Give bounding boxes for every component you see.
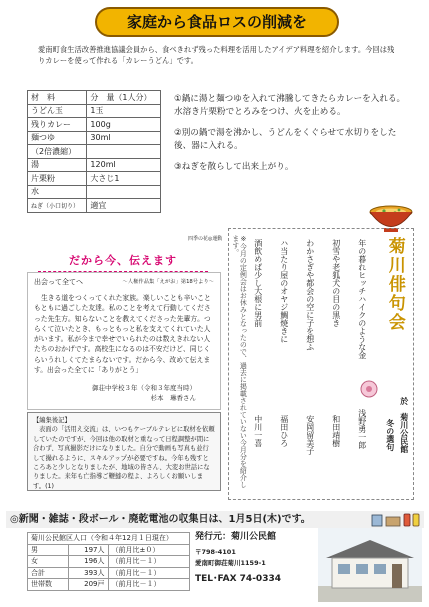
population-heading: 菊川公民館区人口（令和４年12月１日現在） xyxy=(28,533,190,545)
population-value: 196人 xyxy=(68,556,108,568)
story-signature xyxy=(34,383,214,403)
haiku-author: 福田ひろ xyxy=(279,415,289,447)
story-box xyxy=(27,272,221,410)
recipe-ingredient: 残りカレー xyxy=(28,118,87,132)
community-center-photo xyxy=(318,528,422,602)
season-label: 四季の花◎運動 xyxy=(188,236,223,242)
recipe-amount xyxy=(87,185,161,199)
haiku-poem: ハ当たり屋のオヤジ鯛焼きに xyxy=(279,239,289,343)
recipe-amount: 30ml xyxy=(87,131,161,145)
recipe-step: ②別の鍋で湯を沸かし、うどんをくぐらせて水切りをした後、器に入れる。 xyxy=(174,128,397,151)
slogan-heading: だから今、伝えます xyxy=(38,252,208,272)
publisher-zip: 〒798-4101 xyxy=(195,547,236,556)
haiku-author: 中川一喜 xyxy=(253,415,263,447)
haiku-theme: 冬の選句 xyxy=(385,419,395,451)
publisher-phone: TEL･FAX 74-0334 xyxy=(195,573,281,584)
haiku-author: 安岡留美子 xyxy=(305,415,315,455)
population-change: （前月比－１） xyxy=(108,556,189,568)
recipe-header-amount: 分 量（1人分） xyxy=(87,91,161,105)
story-header xyxy=(34,277,214,287)
page-title: 家庭から食品ロスの削減を xyxy=(95,7,339,37)
postscript-heading: 【編集後記】 xyxy=(33,417,71,424)
intro-text: 愛南町食生活改善推進協議会員から、食べきれず残った料理を活用したアイデア料理を紹介します。今回は残りカレーを使って作れる「カレーうどん」です。 xyxy=(38,45,395,65)
haiku-poem: 酒飲めば少し大根に男前 xyxy=(253,239,263,327)
recipe-header-material: 材 料 xyxy=(28,91,87,105)
story-subheading: ～人権作品集「えがお」第18号より～ xyxy=(122,279,214,285)
recipe-step: ①鍋に湯と麺つゆを入れて沸騰してきたらカレーを入れる。水溶き片栗粉でとろみをつけ、火を止める。 xyxy=(174,94,406,117)
population-value: 209戸 xyxy=(68,579,108,591)
recipe-amount: 大さじ1 xyxy=(87,172,161,186)
haiku-title: 菊川俳句会 xyxy=(384,237,405,332)
recipe-ingredient: ねぎ（小口切り） xyxy=(28,199,87,213)
recipe-amount: 120ml xyxy=(87,158,161,172)
recipe-ingredient: （2倍濃縮） xyxy=(28,145,87,159)
recipe-amount: 100g xyxy=(87,118,161,132)
recipe-table xyxy=(27,90,161,213)
recipe-amount xyxy=(87,145,161,159)
recipe-amount: 1玉 xyxy=(87,104,161,118)
story-body: 生きる道をつくってくれた家族。楽しいことも辛いこともともに過ごした友達。私のことを考えて行動してくださった先生方。知らないことを教えてくださった先輩方。つらくて泣いたとき、もっともっと私を支えてくれていた人がいます。私が今まで幸せでいられたのは数えきれない人たちのおかげです。高校生になるのは不安だけど、同じくらいうれしくてたまらないです。だから今、改めて伝えます。出会った全てに「ありがとう」 xyxy=(34,294,211,375)
publisher-label: 発行元：菊川公民館 xyxy=(195,532,277,542)
postscript-body: 表面の「活用え交流」は、いつもケーブルテレビに取材を依頼していたのですが、今回は他の取材と重なって日程調整が間に合わず、写真撮影だけになりました。自分で動画も写真も並行して撮れるように、スキルアップが必要ですね。今年も残すところあと少しとなりましたが、地域の皆さん、大変お世話になりました。来年も亡指導ご鞭撻の程よ、よろしくお願いします。(1) xyxy=(33,426,215,490)
recipe-step: ③ねぎを散らして出来上がり。 xyxy=(174,162,294,172)
chrysanthemum-icon xyxy=(357,377,381,401)
population-value: 197人 xyxy=(68,544,108,556)
population-label: 合計 xyxy=(28,567,69,579)
population-table xyxy=(27,532,190,591)
haiku-author: 浅野勇一郎 xyxy=(357,409,367,449)
population-change: （前月比－１） xyxy=(108,567,189,579)
haiku-note: ※今月の定例会はお休みとなったので、過去に掲載されていない今月分を紹介します。 xyxy=(231,235,248,488)
publisher-address: 愛南町御荘菊川1159-1 xyxy=(195,559,266,567)
recipe-ingredient: 水 xyxy=(28,185,87,199)
editor-postscript xyxy=(27,412,221,491)
recipe-ingredient: 麺つゆ xyxy=(28,131,87,145)
haiku-section xyxy=(228,228,414,500)
story-heading: 出会って全てへ xyxy=(34,278,83,286)
story-author: 杉本 琳香さん xyxy=(150,394,196,403)
haiku-poem: わかさぎや都会の空に子を想ふ xyxy=(305,239,315,351)
population-change: （前月比－１） xyxy=(108,579,189,591)
collection-notice: ◎新聞・雑誌・段ボール・廃乾電池の収集日は、1月5日(木)です。 xyxy=(6,511,424,528)
population-label: 世帯数 xyxy=(28,579,69,591)
publisher-info xyxy=(195,532,315,585)
recipe-ingredient: 片栗粉 xyxy=(28,172,87,186)
recipe-steps xyxy=(174,93,410,182)
recipe-amount: 適宜 xyxy=(87,199,161,213)
haiku-poem: 初雪や老狐犬の目の黒き xyxy=(331,239,341,327)
population-label: 女 xyxy=(28,556,69,568)
recycling-icon xyxy=(370,512,424,528)
population-value: 393人 xyxy=(68,567,108,579)
story-school: 御荘中学校３年（令和３年度当時） xyxy=(92,384,196,393)
haiku-author: 和田靖樹 xyxy=(331,415,341,447)
haiku-place: 於 菊川公民館 xyxy=(399,397,409,453)
population-label: 男 xyxy=(28,544,69,556)
recipe-ingredient: 湯 xyxy=(28,158,87,172)
population-change: （前月比±０） xyxy=(108,544,189,556)
haiku-poem: 年の暮れヒッチハイクのような金 xyxy=(357,239,367,359)
recipe-ingredient: うどん玉 xyxy=(28,104,87,118)
